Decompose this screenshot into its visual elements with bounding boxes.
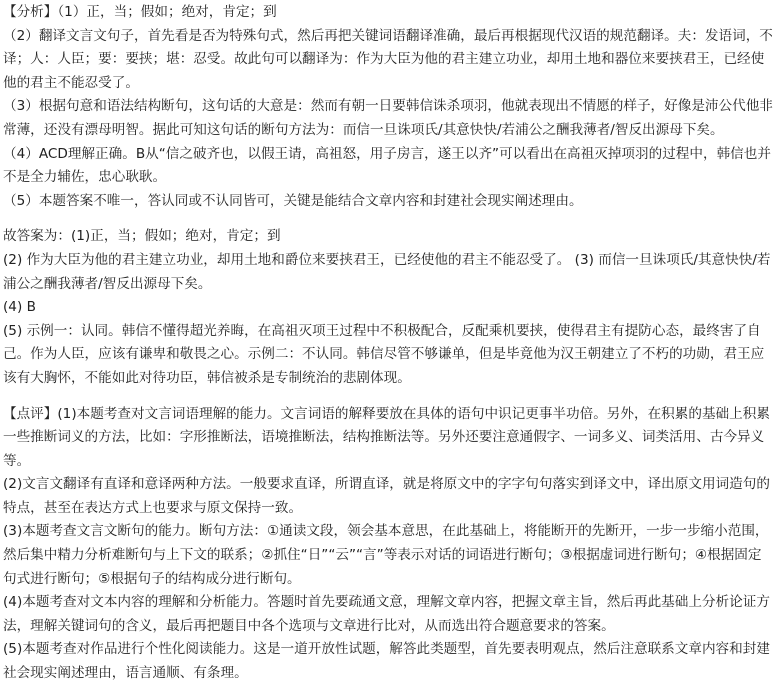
- analysis-item-5: （5）本题答案不唯一，答认同或不认同皆可，关键是能结合文章内容和封建社会现实阐述理由。: [3, 192, 583, 209]
- analysis-item-2: （2）翻译文言文句子，首先看是否为特殊句式，然后再把关键词语翻译准确，最后再根据现代汉语的规范翻译。夫：发语词，不译；人：人臣；要：要挟；堪：忍受。故此句可以翻译为：作为大臣为他的君主建立功业，却用土地和器位来要挟君王，已经使他的君主不能忍受了。: [3, 27, 773, 91]
- answer-section: [3, 225, 773, 390]
- comment-item-5: (5)本题考查对作品进行个性化阅读能力。这是一道开放性试题，解答此类题型，首先要表明观点，然后注意联系文章内容和封建社会现实阐述理由，语言通顺、有条理。: [3, 641, 770, 682]
- analysis-item-4: （4）ACD理解正确。B从“信之破齐也，以假王请，高祖怒，用子房言，遂王以齐”可以看出在高祖灭掉项羽的过程中，韩信也并不是全力辅佐，忠心耿耿。: [3, 145, 771, 186]
- comment-item-2: (2)文言文翻译有直译和意译两种方法。一般要求直译，所谓直译，就是将原文中的字字句句落实到译文中，译出原文用词造句的特点，甚至在表达方式上也要求与原文保持一致。: [3, 476, 770, 516]
- spacer: [3, 391, 773, 403]
- answer-q2-q3: [3, 249, 773, 296]
- analysis-section: [3, 1, 773, 213]
- answer-q2: (2) 作为大臣为他的君主建立功业，却用土地和爵位来要挟君王，已经使他的君主不能忍受了。: [3, 251, 571, 268]
- answer-q4: (4) B: [3, 299, 36, 316]
- answer-intro: 故答案为：(1)正，当；假如；绝对，肯定；到: [3, 228, 281, 245]
- spacer: [3, 213, 773, 225]
- analysis-heading-line: 【分析】（1）正，当；假如；绝对，肯定；到: [3, 4, 277, 20]
- answer-q5: (5) 示例一：认同。韩信不懂得超光养晦，在高祖灭项王过程中不积极配合，反配乘机要挟，使得君主有提防心态，最终害了自己。作为人臣，应该有谦卑和敬畏之心。示例二：不认同。韩信尽管不够谦单，但是毕竟他为汉王朝建立了不朽的功勋，君王应该有大胸怀，不能如此对待功臣，韩信被杀是专制统治的悲剧体现。: [3, 322, 765, 386]
- comment-item-4: (4)本题考查对文本内容的理解和分析能力。答题时首先要疏通文意，理解文章内容，把握文章主旨，然后再此基础上分析论证方法，理解关键词句的含义，最后再把题目中各个选项与文章进行比对，从而选出符合题意要求的答案。: [3, 594, 770, 634]
- comment-item-3: (3)本题考查文言文断句的能力。断句方法：①通读文段，领会基本意思，在此基础上，将能断开的先断开，一步一步缩小范围，然后集中精力分析难断句与上下文的联系；②抓住“日”“云”“言”等表示对话的词语进行断句；③根据虚词进行断句；④根据固定句式进行断句；⑤根据句子的结构成分进行断句。: [3, 523, 769, 587]
- analysis-item-3: （3）根据句意和语法结构断句，这句话的大意是：然而有朝一日要韩信诛杀项羽，他就表现出不情愿的样子，好像是沛公代他非常薄，还没有漂母明智。据此可知这句话的断句方法为：而信一旦诛项氏/其意快快/若浦公之酬我薄者/智反出源母下矣。: [3, 98, 773, 138]
- answer-q3: (3) 而信一旦诛项氏/其意快快/若浦公之酬我薄者/智反出源母下矣。: [3, 251, 771, 292]
- comment-section: [3, 403, 773, 686]
- comment-item-1: 【点评】(1)本题考查对文言词语理解的能力。文言词语的解释要放在具体的语句中识记更事半功倍。另外，在积累的基础上积累一些推断词义的方法，比如：字形推断法，语境推断法，结构推断法等。另外还要注意通假字、一词多义、词类活用、古今异义等。: [3, 405, 770, 469]
